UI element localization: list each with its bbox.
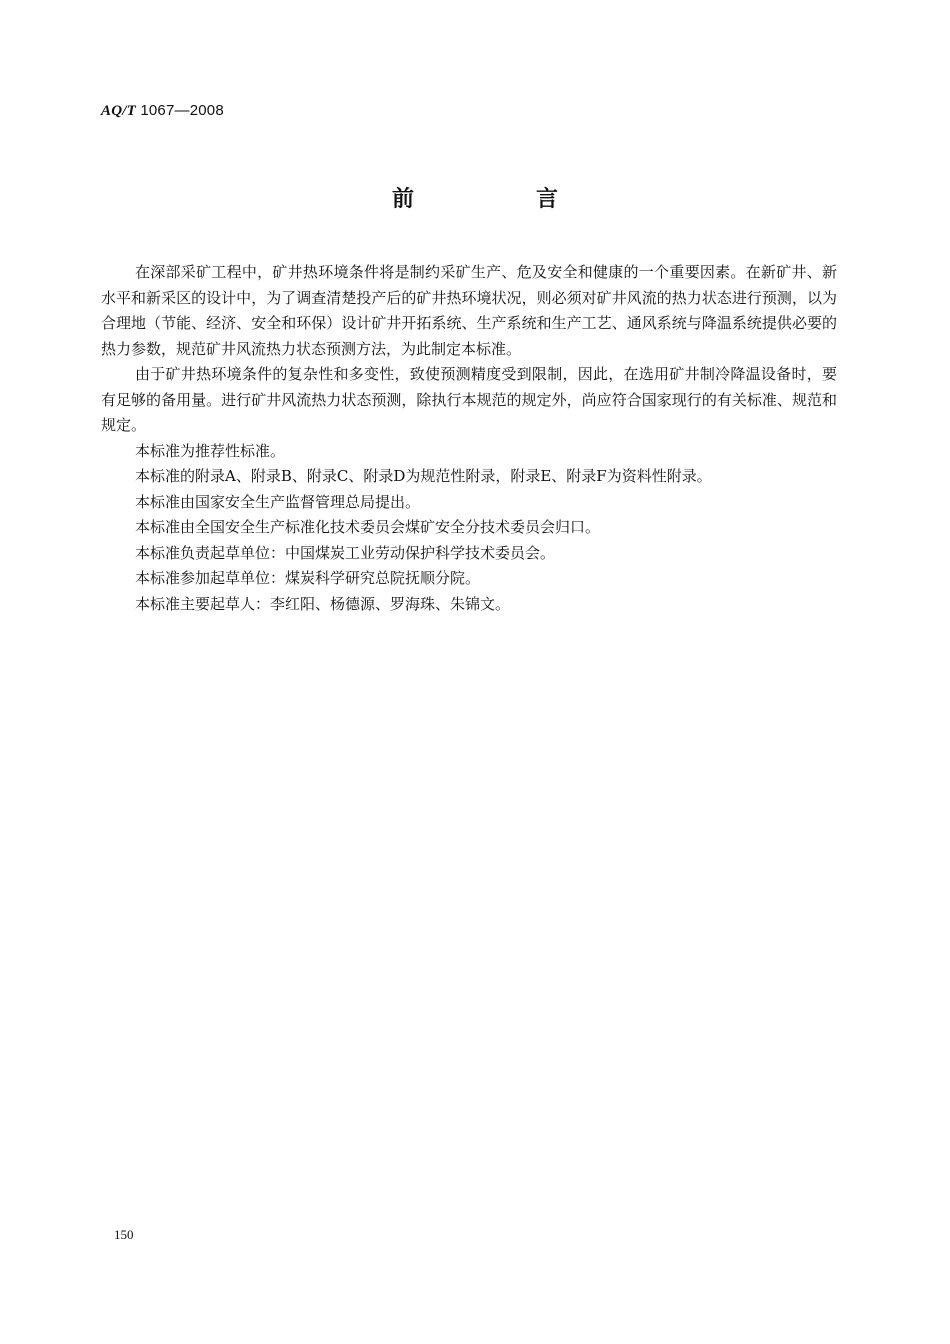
page-title: 前 言 [391,187,608,212]
standard-prefix: AQ/T [101,103,136,119]
paragraph-intro: 在深部采矿工程中，矿井热环境条件将是制约采矿生产、危及安全和健康的一个重要因素。在新矿井、新水平和新采区的设计中，为了调查清楚投产后的矿井热环境状况，则必须对矿井风流的热力状态进行预测，以为合理地（节能、经济、安全和环保）设计矿井开拓系统、生产系统和生产工艺、通风系统与降温系统提供必要的热力参数，规范矿井风流热力状态预测方法，为此制定本标准。 [101,263,837,358]
standard-number: 1067—2008 [140,102,224,119]
paragraph-drafting-unit: 本标准负责起草单位：中国煤炭工业劳动保护科学技术委员会。 [135,543,556,562]
standard-code [101,101,224,121]
page-number: 150 [114,1227,134,1242]
paragraph-drafters: 本标准主要起草人：李红阳、杨德源、罗海珠、朱锦文。 [135,594,511,613]
foreword-body [101,260,837,617]
paragraph-participating-unit: 本标准参加起草单位：煤炭科学研究总院抚顺分院。 [135,569,481,587]
paragraph-committee: 本标准由全国安全生产标准化技术委员会煤矿安全分技术委员会归口。 [135,518,601,536]
paragraph-appendices: 本标准的附录A、附录B、附录C、附录D为规范性附录，附录E、附录F为资料性附录。 [135,467,712,485]
paragraph-prediction-accuracy: 由于矿井热环境条件的复杂性和多变性，致使预测精度受到限制，因此，在选用矿井制冷降温设备时，要有足够的备用量。进行矿井风流热力状态预测，除执行本规范的规定外，尚应符合国家现行的有关标准、规范和规定。 [101,365,837,434]
paragraph-recommended-standard: 本标准为推荐性标准。 [135,441,286,460]
paragraph-proposer: 本标准由国家安全生产监督管理总局提出。 [135,492,421,511]
